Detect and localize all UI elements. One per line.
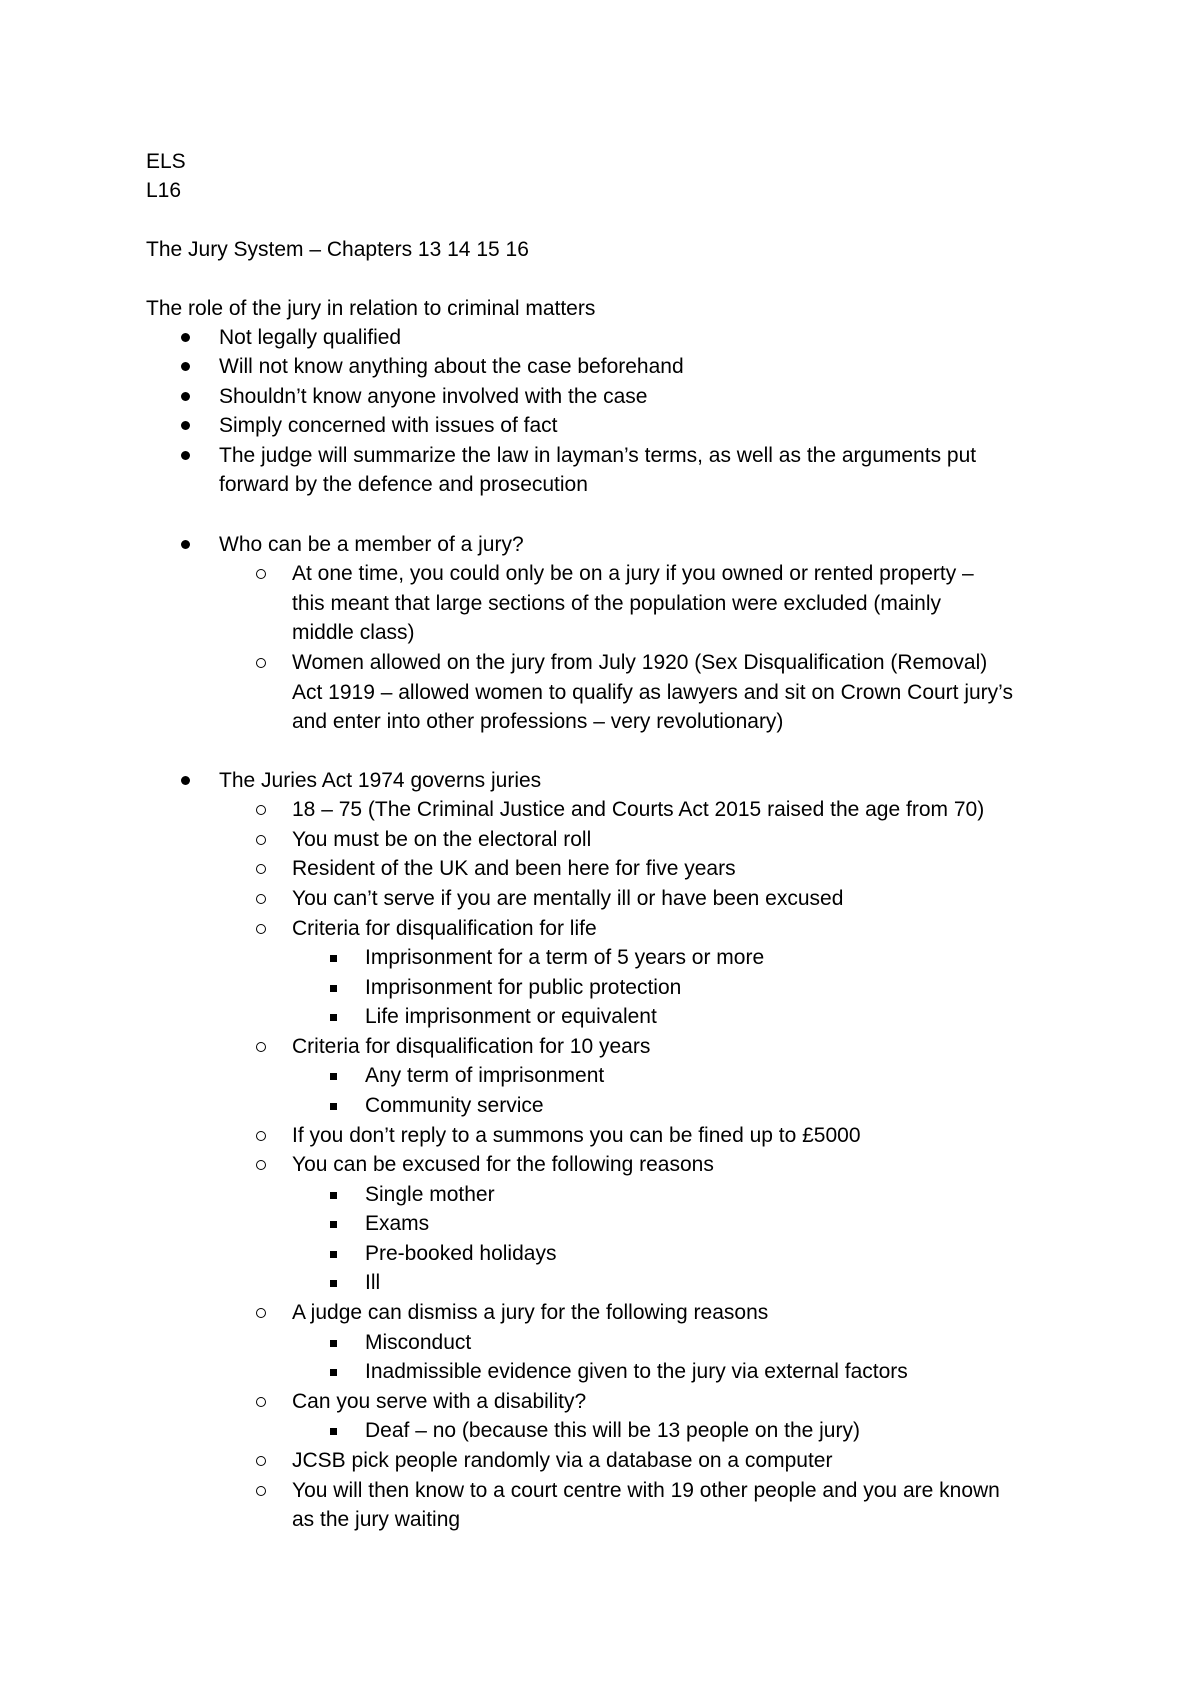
sub-list-item: Criteria for disqualification for life xyxy=(292,917,597,940)
sub-list-item: You will then know to a court centre with 19 other people and you are known xyxy=(292,1479,1000,1502)
bullet-square xyxy=(330,1221,337,1228)
bullet-circle xyxy=(256,894,266,904)
sub-list-item: You must be on the electoral roll xyxy=(292,828,592,851)
course-code: ELS xyxy=(146,150,186,173)
bullet-square xyxy=(330,955,337,962)
sub-sub-list-item: Pre-booked holidays xyxy=(365,1242,557,1265)
bullet-disc xyxy=(181,540,190,549)
bullet-disc xyxy=(181,776,190,785)
bullet-square xyxy=(330,1280,337,1287)
list-item: The Juries Act 1974 governs juries xyxy=(219,769,542,792)
sub-list-item: Women allowed on the jury from July 1920 (Sex Disqualification (Removal) xyxy=(292,651,988,674)
sub-sub-list-item: Exams xyxy=(365,1212,430,1235)
bullet-circle xyxy=(256,924,266,934)
sub-list-item: Resident of the UK and been here for five years xyxy=(292,857,736,880)
sub-sub-list-item: Community service xyxy=(365,1094,544,1117)
bullet-square xyxy=(330,985,337,992)
sub-list-item: Can you serve with a disability? xyxy=(292,1390,587,1413)
sub-list-item: You can be excused for the following reasons xyxy=(292,1153,714,1176)
sub-list-item: If you don’t reply to a summons you can be fined up to £5000 xyxy=(292,1124,861,1147)
sub-sub-list-item: Single mother xyxy=(365,1183,495,1206)
bullet-circle xyxy=(256,1160,266,1170)
list-item-continued: forward by the defence and prosecution xyxy=(219,473,588,496)
bullet-circle xyxy=(256,1131,266,1141)
bullet-circle xyxy=(256,658,266,668)
bullet-disc xyxy=(181,333,190,342)
sub-sub-list-item: Any term of imprisonment xyxy=(365,1064,605,1087)
sub-list-item: JCSB pick people randomly via a database on a computer xyxy=(292,1449,833,1472)
sub-sub-list-item: Imprisonment for public protection xyxy=(365,976,682,999)
sub-sub-list-item: Inadmissible evidence given to the jury via external factors xyxy=(365,1360,908,1383)
sub-list-item: At one time, you could only be on a jury if you owned or rented property – xyxy=(292,562,974,585)
sub-list-item-continued: Act 1919 – allowed women to qualify as lawyers and sit on Crown Court jury’s xyxy=(292,681,1013,704)
sub-sub-list-item: Misconduct xyxy=(365,1331,472,1354)
bullet-square xyxy=(330,1103,337,1110)
sub-list-item-continued: and enter into other professions – very revolutionary) xyxy=(292,710,784,733)
sub-sub-list-item: Deaf – no (because this will be 13 people on the jury) xyxy=(365,1419,860,1442)
bullet-square xyxy=(330,1073,337,1080)
bullet-square xyxy=(330,1428,337,1435)
sub-list-item: Criteria for disqualification for 10 years xyxy=(292,1035,651,1058)
bullet-circle xyxy=(256,1042,266,1052)
list-item: Who can be a member of a jury? xyxy=(219,533,524,556)
sub-list-item: You can’t serve if you are mentally ill or have been excused xyxy=(292,887,844,910)
bullet-circle xyxy=(256,1486,266,1496)
list-item: Not legally qualified xyxy=(219,326,402,349)
bullet-square xyxy=(330,1014,337,1021)
sub-list-item-continued: this meant that large sections of the population were excluded (mainly xyxy=(292,592,942,615)
bullet-square xyxy=(330,1251,337,1258)
document-title: The Jury System – Chapters 13 14 15 16 xyxy=(146,238,529,261)
list-item: The judge will summarize the law in layman’s terms, as well as the arguments put xyxy=(219,444,977,467)
bullet-circle xyxy=(256,805,266,815)
lecture-number: L16 xyxy=(146,179,182,202)
section-heading: The role of the jury in relation to criminal matters xyxy=(146,297,596,320)
bullet-circle xyxy=(256,1308,266,1318)
bullet-circle xyxy=(256,1456,266,1466)
bullet-disc xyxy=(181,362,190,371)
sub-list-item: A judge can dismiss a jury for the following reasons xyxy=(292,1301,769,1324)
list-item: Will not know anything about the case beforehand xyxy=(219,355,684,378)
list-item: Simply concerned with issues of fact xyxy=(219,414,558,437)
sub-sub-list-item: Ill xyxy=(365,1271,381,1294)
sub-sub-list-item: Imprisonment for a term of 5 years or more xyxy=(365,946,765,969)
bullet-square xyxy=(330,1192,337,1199)
sub-sub-list-item: Life imprisonment or equivalent xyxy=(365,1005,657,1028)
bullet-square xyxy=(330,1340,337,1347)
bullet-circle xyxy=(256,1397,266,1407)
list-item: Shouldn’t know anyone involved with the case xyxy=(219,385,648,408)
sub-list-item-continued: middle class) xyxy=(292,621,415,644)
bullet-disc xyxy=(181,392,190,401)
bullet-disc xyxy=(181,451,190,460)
bullet-disc xyxy=(181,421,190,430)
bullet-circle xyxy=(256,569,266,579)
bullet-circle xyxy=(256,835,266,845)
bullet-circle xyxy=(256,864,266,874)
sub-list-item-continued: as the jury waiting xyxy=(292,1508,461,1531)
sub-list-item: 18 – 75 (The Criminal Justice and Courts Act 2015 raised the age from 70) xyxy=(292,798,985,821)
bullet-square xyxy=(330,1369,337,1376)
